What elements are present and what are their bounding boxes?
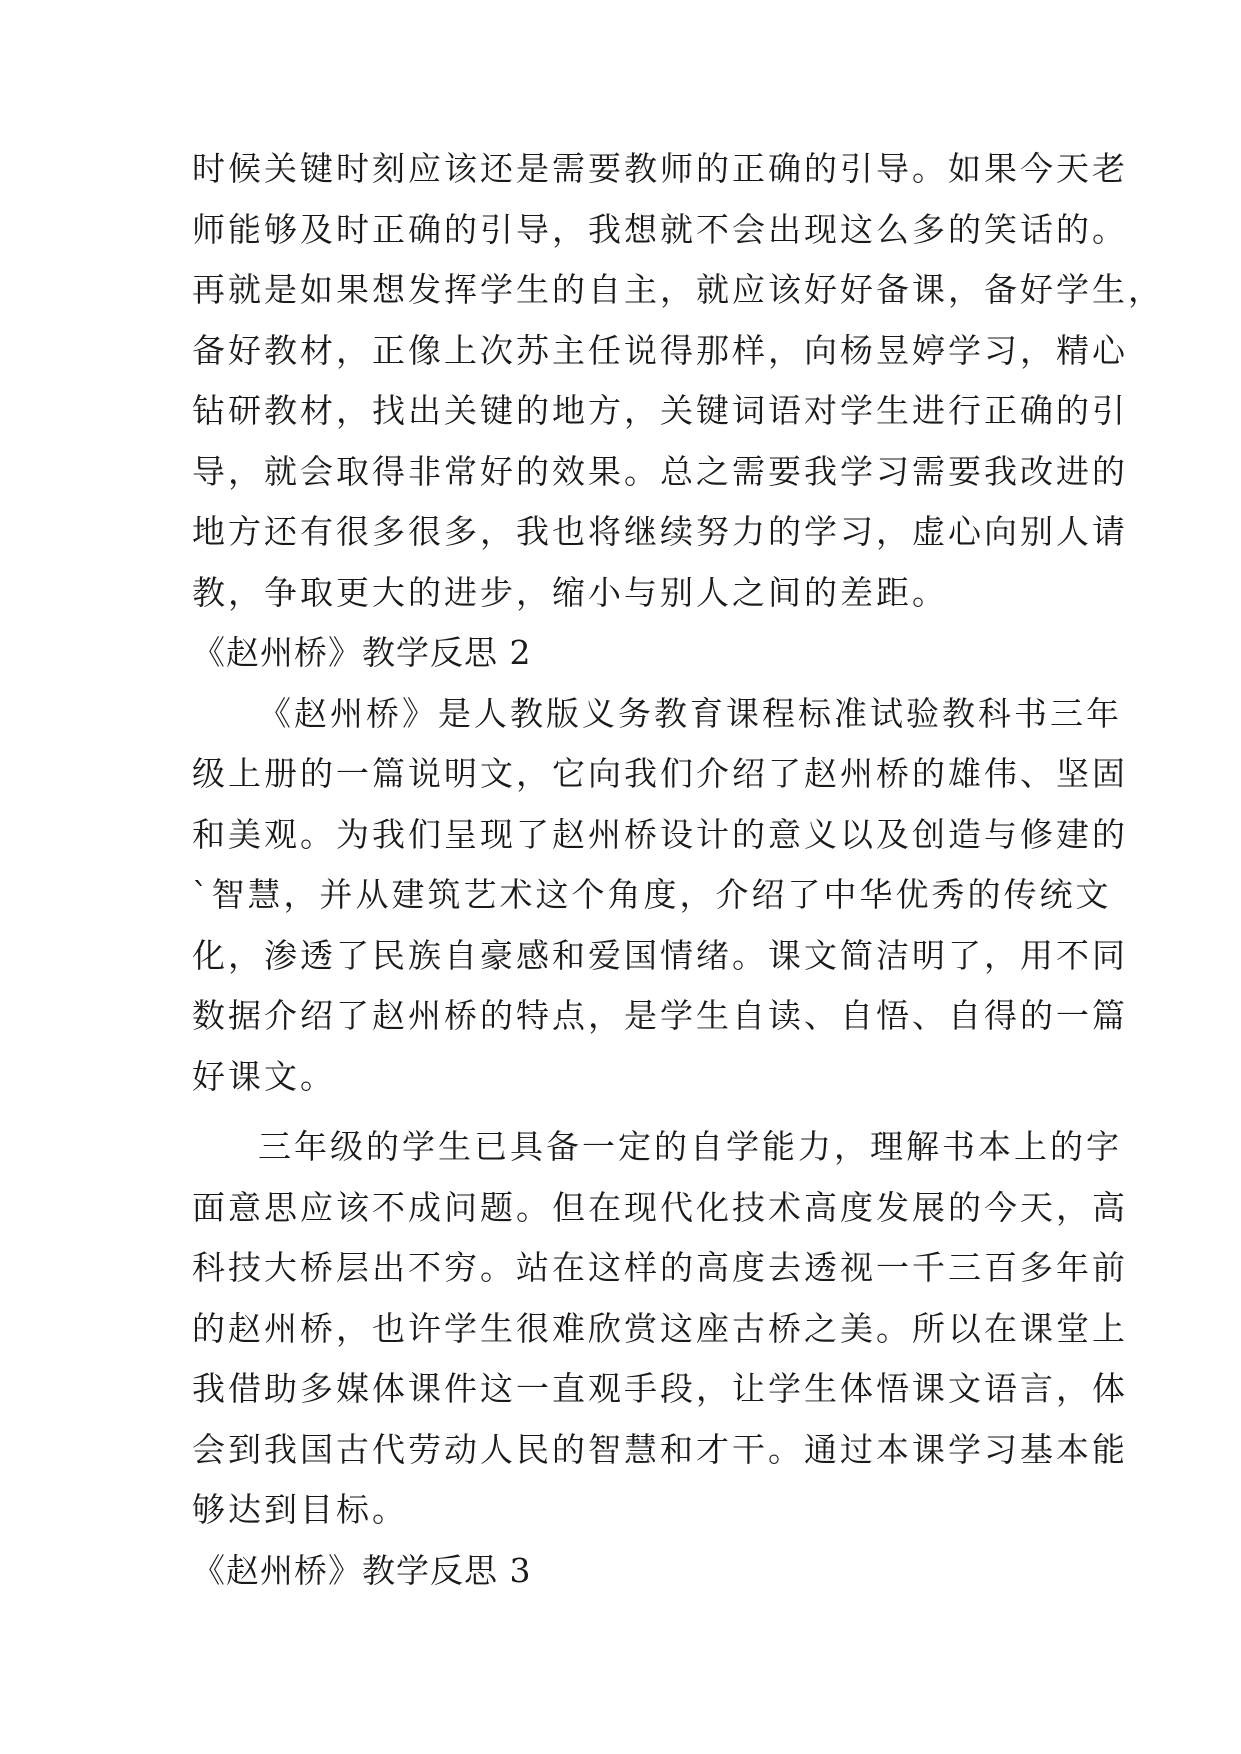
paragraph-2-line-5: 化，渗透了民族自豪感和爱国情绪。课文简洁明了，用不同 bbox=[192, 936, 1128, 975]
paragraph-2-line-7: 好课文。 bbox=[192, 1057, 336, 1096]
paragraph-2-line-4: `智慧，并从建筑艺术这个角度，介绍了中华优秀的传统文 bbox=[192, 875, 1112, 914]
paragraph-3-line-5: 我借助多媒体课件这一直观手段，让学生体悟课文语言，体 bbox=[192, 1369, 1128, 1408]
paragraph-1-line-5: 钻研教材，找出关键的地方，关键词语对学生进行正确的引 bbox=[192, 391, 1128, 430]
paragraph-1-line-7: 地方还有很多很多，我也将继续努力的学习，虚心向别人请 bbox=[192, 512, 1128, 551]
paragraph-3-line-1: 三年级的学生已具备一定的自学能力，理解书本上的字 bbox=[258, 1127, 1122, 1166]
section-heading-2: 《赵州桥》教学反思 2 bbox=[192, 633, 532, 672]
paragraph-3-line-4: 的赵州桥，也许学生很难欣赏这座古桥之美。所以在课堂上 bbox=[192, 1309, 1128, 1348]
section-heading-3: 《赵州桥》教学反思 3 bbox=[192, 1551, 532, 1590]
paragraph-3-line-7: 够达到目标。 bbox=[192, 1490, 408, 1529]
paragraph-2-line-6: 数据介绍了赵州桥的特点，是学生自读、自悟、自得的一篇 bbox=[192, 996, 1128, 1035]
paragraph-3-line-3: 科技大桥层出不穷。站在这样的高度去透视一千三百多年前 bbox=[192, 1248, 1128, 1287]
paragraph-1-line-6: 导，就会取得非常好的效果。总之需要我学习需要我改进的 bbox=[192, 452, 1128, 491]
paragraph-3-line-6: 会到我国古代劳动人民的智慧和才干。通过本课学习基本能 bbox=[192, 1430, 1128, 1469]
paragraph-1-line-3: 再就是如果想发挥学生的自主，就应该好好备课，备好学生， bbox=[192, 270, 1164, 309]
paragraph-2-line-1: 《赵州桥》是人教版义务教育课程标准试验教科书三年 bbox=[258, 694, 1122, 733]
paragraph-1-line-1: 时候关键时刻应该还是需要教师的正确的引导。如果今天老 bbox=[192, 149, 1128, 188]
paragraph-2-line-3: 和美观。为我们呈现了赵州桥设计的意义以及创造与修建的 bbox=[192, 815, 1128, 854]
paragraph-3-line-2: 面意思应该不成问题。但在现代化技术高度发展的今天，高 bbox=[192, 1188, 1128, 1227]
paragraph-1-line-4: 备好教材，正像上次苏主任说得那样，向杨昱婷学习，精心 bbox=[192, 331, 1128, 370]
paragraph-1-line-2: 师能够及时正确的引导，我想就不会出现这么多的笑话的。 bbox=[192, 210, 1128, 249]
paragraph-1-line-8: 教，争取更大的进步，缩小与别人之间的差距。 bbox=[192, 573, 948, 612]
paragraph-2-line-2: 级上册的一篇说明文，它向我们介绍了赵州桥的雄伟、坚固 bbox=[192, 754, 1128, 793]
